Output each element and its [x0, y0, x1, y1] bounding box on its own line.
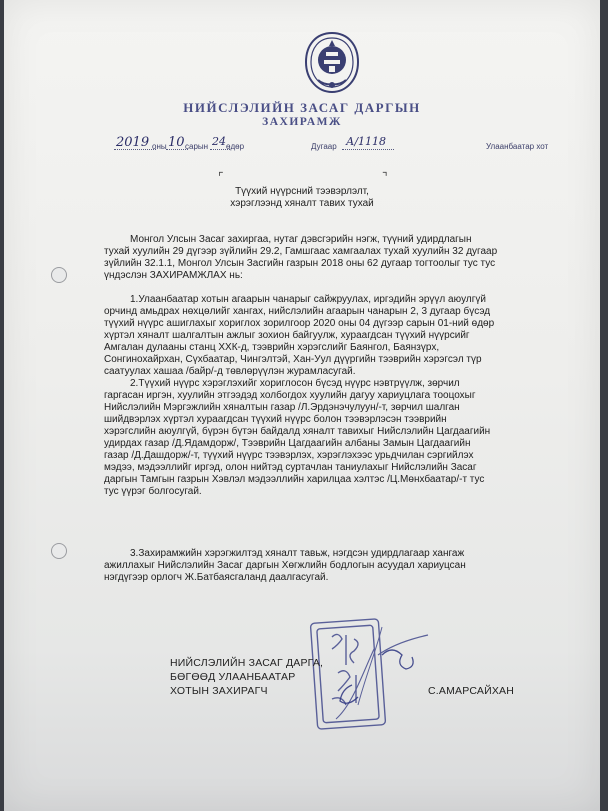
day-value: 24: [212, 135, 226, 148]
document-page: [4, 0, 600, 811]
signatory-title-line2: БӨГӨӨД УЛААНБААТАР: [170, 671, 296, 683]
paragraph-2-line-7: мэдээ, мэдээллийг иргэд, олон нийтэд суртачлан таниулахыг Нийслэлийн Засаг: [104, 462, 477, 473]
clause-1-paragraph: [104, 294, 514, 378]
paragraph-2-line-1: гаргасан иргэн, хуулийн этгээдэд холбогдох хуулийн дагуу хариуцлага тооцохыг: [104, 390, 476, 401]
state-emblem-icon: [302, 30, 362, 96]
title-bracket-left: ⌜: [218, 170, 224, 184]
paragraph-0-line-1: тухай хуулийн 29 дүгээр зүйлийн 29.2, Гамшгаас хамгаалах тухай хуулийн 32 дугаар: [104, 246, 498, 257]
paragraph-1-line-3: хүртэл хяналт шалгалтын ажлыг зохион байгуулж, хураагдсан түүхий нүүрсийг: [104, 330, 470, 341]
org-name: НИЙСЛЭЛИЙН ЗАСАГ ДАРГЫН: [183, 100, 421, 115]
clause-3-paragraph: [104, 548, 514, 584]
day-label: өдөр: [226, 142, 245, 151]
doc-type: ЗАХИРАМЖ: [262, 116, 342, 128]
paragraph-2-line-8: даргын Тамгын газрын Хэвлэл мэдээллийн харилцаа хэлтэс /Ц.Мөнхбаатар/-т тус: [104, 474, 485, 485]
paragraph-1-line-0: 1.Улаанбаатар хотын агаарын чанарыг сайжруулах, иргэдийн эрүүл аюулгүй: [130, 294, 486, 305]
paragraph-2-line-0: 2.Түүхий нүүрс хэрэглэхийг хориглосон бүсэд нүүрс нэвтрүүлж, зөрчил: [130, 378, 460, 389]
paragraph-2-line-4: хэрэгслийн аюулгүй, бүрэн бүтэн байдалд хяналт тавихыг Нийслэлийн Цагдаагийн: [104, 426, 491, 437]
paragraph-2-line-9: тус үүрэг болгосугай.: [104, 486, 202, 497]
paragraph-0-line-0: Монгол Улсын Засаг захиргаа, нутаг дэвсгэрийн нэгж, түүний удирдлагын: [130, 234, 472, 245]
month-value: 10: [168, 135, 185, 150]
number-label: Дугаар: [311, 142, 337, 151]
paragraph-3-line-2: нэгдүгээр орлогч Ж.Батбаясгаланд даалгасугай.: [104, 572, 329, 583]
year-value: 2019: [116, 135, 150, 150]
paragraph-3-line-1: ажиллахыг Нийслэлийн Засаг даргын Хөгжлийн бодлогын асуудал хариуцсан: [104, 560, 466, 571]
number-underline: [342, 149, 394, 150]
punch-hole-top: [51, 267, 67, 283]
paragraph-3-line-0: 3.Захирамжийн хэрэгжилтэд хяналт тавьж, нэгдсэн удирдлагаар хангаж: [130, 548, 465, 559]
paragraph-0-line-3: үндэслэн ЗАХИРАМЖЛАХ нь:: [104, 270, 243, 281]
signatory-name: С.АМАРСАЙХАН: [428, 685, 515, 697]
preamble-paragraph: [104, 234, 514, 282]
paragraph-1-line-1: орчинд амьдрах нөхцөлийг хангах, нийслэлийн агаарын чанарын 2, 3 дугаар бүсэд: [104, 306, 491, 317]
official-seal-stamp: [292, 615, 432, 733]
doc-title-line2: хэрэглээнд хяналт тавих тухай: [230, 198, 374, 209]
date-line: [4, 135, 600, 158]
year-label: оны: [152, 142, 167, 151]
paragraph-0-line-2: зүйлийн 32.1.1, Монгол Улсын Засгийн газрын 2018 оны 62 дугаар тогтоолыг тус тус: [104, 258, 496, 269]
number-value: А/1118: [346, 135, 387, 148]
doc-title-line1: Түүхий нүүрсний тээвэрлэлт,: [235, 186, 369, 197]
signatory-title-line1: НИЙСЛЭЛИЙН ЗАСАГ ДАРГА,: [170, 657, 324, 669]
clause-2-paragraph: [104, 378, 514, 498]
paragraph-2-line-2: Нийслэлийн Мэргэжлийн хяналтын газар /Л.Эрдэнэчулуун/-т, зөрчил шалган: [104, 402, 460, 413]
place-label: Улаанбаатар хот: [486, 142, 549, 151]
paragraph-2-line-6: газар /Д.Дашдорж/-т, түүхий нүүрс тээвэрлэх, хэрэглэхээс урьдчилан сэргийлэх: [104, 450, 474, 461]
paragraph-1-line-4: Амгалан дулааны станц ХХК-д, тээврийн хэрэгслийг Баянгол, Баянзүрх,: [104, 342, 440, 353]
month-label: сарын: [185, 142, 209, 151]
paragraph-2-line-3: шийдвэрлэх хүртэл хураагдсан түүхий нүүрс болон тээвэрлэсэн тээврийн: [104, 414, 447, 425]
title-bracket-right: ⌝: [382, 170, 388, 184]
paragraph-1-line-6: саатуулах хашаа /байр/-д төвлөрүүлэн журамласугай.: [104, 366, 356, 377]
punch-hole-bottom: [51, 543, 67, 559]
paragraph-2-line-5: удирдах газар /Д.Ядамдорж/, Тээврийн Цагдаагийн албаны Замын Цагдаагийн: [104, 438, 471, 449]
paragraph-1-line-2: түүхий нүүрс ашиглахыг хориглох зорилгоор 2020 оны 04 дүгээр сарын 01-ний өдөр: [104, 318, 495, 329]
signatory-title-line3: ХОТЫН ЗАХИРАГЧ: [170, 685, 268, 697]
paragraph-1-line-5: Сонгинохайрхан, Сүхбаатар, Чингэлтэй, Хан-Уул дүүргийн тээврийн хэрэгсэл түр: [104, 354, 482, 365]
